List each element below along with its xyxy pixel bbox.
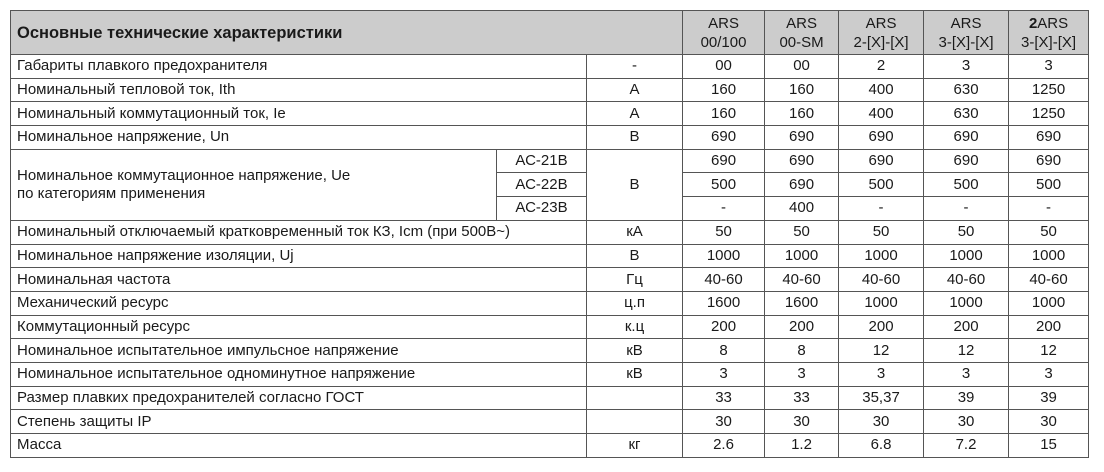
value-cell: 1600 bbox=[683, 291, 765, 315]
value-cell: 12 bbox=[924, 339, 1009, 363]
value-cell: 30 bbox=[839, 410, 924, 434]
value-cell: - bbox=[1009, 197, 1089, 221]
value-cell: 690 bbox=[1009, 149, 1089, 173]
value-cell: 630 bbox=[924, 102, 1009, 126]
value-cell: 35,37 bbox=[839, 386, 924, 410]
table-row bbox=[11, 362, 1089, 386]
column-header bbox=[839, 11, 924, 55]
value-cell: 200 bbox=[683, 315, 765, 339]
value-cell: 2 bbox=[839, 55, 924, 79]
value-cell: 500 bbox=[683, 173, 765, 197]
unit-cell: ц.п bbox=[587, 291, 683, 315]
value-cell: 30 bbox=[683, 410, 765, 434]
value-cell: 200 bbox=[839, 315, 924, 339]
value-cell: 1000 bbox=[683, 244, 765, 268]
unit-cell: В bbox=[587, 126, 683, 150]
unit-cell: А bbox=[587, 78, 683, 102]
parameter-name: Габариты плавкого предохранителя bbox=[11, 55, 587, 79]
unit-cell: кВ bbox=[587, 362, 683, 386]
value-cell: 1000 bbox=[1009, 291, 1089, 315]
unit-cell: Гц bbox=[587, 268, 683, 292]
column-header-line1: ARS bbox=[1037, 14, 1069, 32]
value-cell: 160 bbox=[683, 78, 765, 102]
value-cell: 690 bbox=[765, 126, 839, 150]
parameter-name: Механический ресурс bbox=[11, 291, 587, 315]
parameter-name: Номинальный отключаемый кратковременный ток КЗ, Icm (при 500В~) bbox=[11, 220, 587, 244]
value-cell: 1250 bbox=[1009, 78, 1089, 102]
value-cell: 160 bbox=[765, 78, 839, 102]
value-cell: 690 bbox=[924, 149, 1009, 173]
unit-cell: кг bbox=[587, 434, 683, 458]
value-cell: 400 bbox=[839, 102, 924, 126]
parameter-name: Коммутационный ресурс bbox=[11, 315, 587, 339]
value-cell: 1000 bbox=[924, 244, 1009, 268]
value-cell: 50 bbox=[1009, 220, 1089, 244]
value-cell: 630 bbox=[924, 78, 1009, 102]
value-cell: 6.8 bbox=[839, 434, 924, 458]
unit-cell: кВ bbox=[587, 339, 683, 363]
value-cell: 33 bbox=[683, 386, 765, 410]
value-cell: 1250 bbox=[1009, 102, 1089, 126]
unit-cell: В bbox=[587, 244, 683, 268]
value-cell: 500 bbox=[839, 173, 924, 197]
value-cell: 40-60 bbox=[839, 268, 924, 292]
column-header-line1: ARS bbox=[865, 14, 897, 32]
value-cell: 690 bbox=[683, 126, 765, 150]
column-header-line2: 2-[X]-[X] bbox=[853, 33, 909, 51]
table-row bbox=[11, 339, 1089, 363]
value-cell: 30 bbox=[765, 410, 839, 434]
value-cell: 30 bbox=[1009, 410, 1089, 434]
column-header-line1: ARS bbox=[786, 14, 817, 32]
category-cell: АС-21В bbox=[497, 149, 587, 173]
table-row bbox=[11, 244, 1089, 268]
column-header-prefix: 2 bbox=[1028, 14, 1038, 32]
value-cell: 40-60 bbox=[1009, 268, 1089, 292]
value-cell: 1000 bbox=[765, 244, 839, 268]
value-cell: 8 bbox=[765, 339, 839, 363]
value-cell: 15 bbox=[1009, 434, 1089, 458]
unit-cell: кА bbox=[587, 220, 683, 244]
parameter-name: Степень защиты IP bbox=[11, 410, 587, 434]
table-row bbox=[11, 268, 1089, 292]
value-cell: 50 bbox=[683, 220, 765, 244]
value-cell: 50 bbox=[839, 220, 924, 244]
value-cell: 1000 bbox=[839, 291, 924, 315]
spec-table bbox=[10, 10, 1089, 458]
value-cell: 8 bbox=[683, 339, 765, 363]
unit-cell bbox=[587, 386, 683, 410]
value-cell: 00 bbox=[683, 55, 765, 79]
value-cell: 1.2 bbox=[765, 434, 839, 458]
value-cell: 1000 bbox=[839, 244, 924, 268]
unit-cell: - bbox=[587, 55, 683, 79]
value-cell: 50 bbox=[924, 220, 1009, 244]
unit-cell: к.ц bbox=[587, 315, 683, 339]
column-header bbox=[924, 11, 1009, 55]
category-cell: АС-22В bbox=[497, 173, 587, 197]
value-cell: 690 bbox=[1009, 126, 1089, 150]
value-cell: 690 bbox=[765, 149, 839, 173]
column-header-line1: ARS bbox=[950, 14, 982, 32]
value-cell: 50 bbox=[765, 220, 839, 244]
parameter-name bbox=[11, 149, 497, 220]
parameter-name: Номинальная частота bbox=[11, 268, 587, 292]
table-row bbox=[11, 410, 1089, 434]
table-row bbox=[11, 291, 1089, 315]
category-cell: АС-23В bbox=[497, 197, 587, 221]
value-cell: 160 bbox=[765, 102, 839, 126]
column-header bbox=[683, 11, 765, 55]
parameter-name: Номинальное испытательное импульсное напряжение bbox=[11, 339, 587, 363]
table-row bbox=[11, 149, 1089, 173]
value-cell: - bbox=[839, 197, 924, 221]
value-cell: 3 bbox=[924, 362, 1009, 386]
value-cell: - bbox=[924, 197, 1009, 221]
value-cell: 3 bbox=[1009, 362, 1089, 386]
column-header bbox=[765, 11, 839, 55]
value-cell: 40-60 bbox=[683, 268, 765, 292]
spec-table-container bbox=[10, 10, 1089, 458]
value-cell: 690 bbox=[765, 173, 839, 197]
parameter-name: Размер плавких предохранителей согласно ГОСТ bbox=[11, 386, 587, 410]
value-cell: 200 bbox=[1009, 315, 1089, 339]
table-body bbox=[11, 55, 1089, 458]
table-title: Основные технические характеристики bbox=[11, 11, 683, 55]
unit-cell bbox=[587, 410, 683, 434]
value-cell: 400 bbox=[765, 197, 839, 221]
value-cell: 3 bbox=[1009, 55, 1089, 79]
value-cell: 500 bbox=[924, 173, 1009, 197]
value-cell: 2.6 bbox=[683, 434, 765, 458]
parameter-name: Номинальное напряжение, Un bbox=[11, 126, 587, 150]
value-cell: 200 bbox=[924, 315, 1009, 339]
column-header-line2: 00-SM bbox=[779, 33, 824, 51]
value-cell: - bbox=[683, 197, 765, 221]
parameter-name-line2: по категориям применения bbox=[17, 184, 206, 202]
parameter-name: Номинальный коммутационный ток, Ie bbox=[11, 102, 587, 126]
value-cell: 1000 bbox=[1009, 244, 1089, 268]
unit-cell: А bbox=[587, 102, 683, 126]
value-cell: 12 bbox=[1009, 339, 1089, 363]
table-row bbox=[11, 78, 1089, 102]
value-cell: 690 bbox=[924, 126, 1009, 150]
value-cell: 7.2 bbox=[924, 434, 1009, 458]
column-header-line2: 00/100 bbox=[700, 33, 747, 51]
value-cell: 00 bbox=[765, 55, 839, 79]
parameter-name: Номинальное испытательное одноминутное напряжение bbox=[11, 362, 587, 386]
value-cell: 40-60 bbox=[765, 268, 839, 292]
column-header-line2: 3-[X]-[X] bbox=[1021, 33, 1077, 51]
parameter-name: Номинальное напряжение изоляции, Uj bbox=[11, 244, 587, 268]
value-cell: 690 bbox=[839, 149, 924, 173]
value-cell: 3 bbox=[839, 362, 924, 386]
value-cell: 3 bbox=[765, 362, 839, 386]
value-cell: 39 bbox=[924, 386, 1009, 410]
table-row bbox=[11, 434, 1089, 458]
parameter-name-line1: Номинальное коммутационное напряжение, Ue bbox=[17, 166, 351, 184]
column-header-line1: ARS bbox=[708, 14, 739, 32]
value-cell: 12 bbox=[839, 339, 924, 363]
value-cell: 200 bbox=[765, 315, 839, 339]
value-cell: 400 bbox=[839, 78, 924, 102]
value-cell: 690 bbox=[839, 126, 924, 150]
value-cell: 33 bbox=[765, 386, 839, 410]
table-row bbox=[11, 315, 1089, 339]
table-row bbox=[11, 220, 1089, 244]
value-cell: 1000 bbox=[924, 291, 1009, 315]
value-cell: 3 bbox=[683, 362, 765, 386]
column-header bbox=[1009, 11, 1089, 55]
table-header-row bbox=[11, 11, 1089, 55]
parameter-name: Номинальный тепловой ток, Ith bbox=[11, 78, 587, 102]
value-cell: 30 bbox=[924, 410, 1009, 434]
value-cell: 39 bbox=[1009, 386, 1089, 410]
value-cell: 3 bbox=[924, 55, 1009, 79]
table-row bbox=[11, 55, 1089, 79]
parameter-name: Масса bbox=[11, 434, 587, 458]
value-cell: 500 bbox=[1009, 173, 1089, 197]
value-cell: 160 bbox=[683, 102, 765, 126]
unit-cell: В bbox=[587, 149, 683, 220]
table-row bbox=[11, 102, 1089, 126]
value-cell: 40-60 bbox=[924, 268, 1009, 292]
table-row bbox=[11, 126, 1089, 150]
column-header-line2: 3-[X]-[X] bbox=[938, 33, 994, 51]
value-cell: 690 bbox=[683, 149, 765, 173]
value-cell: 1600 bbox=[765, 291, 839, 315]
table-row bbox=[11, 386, 1089, 410]
